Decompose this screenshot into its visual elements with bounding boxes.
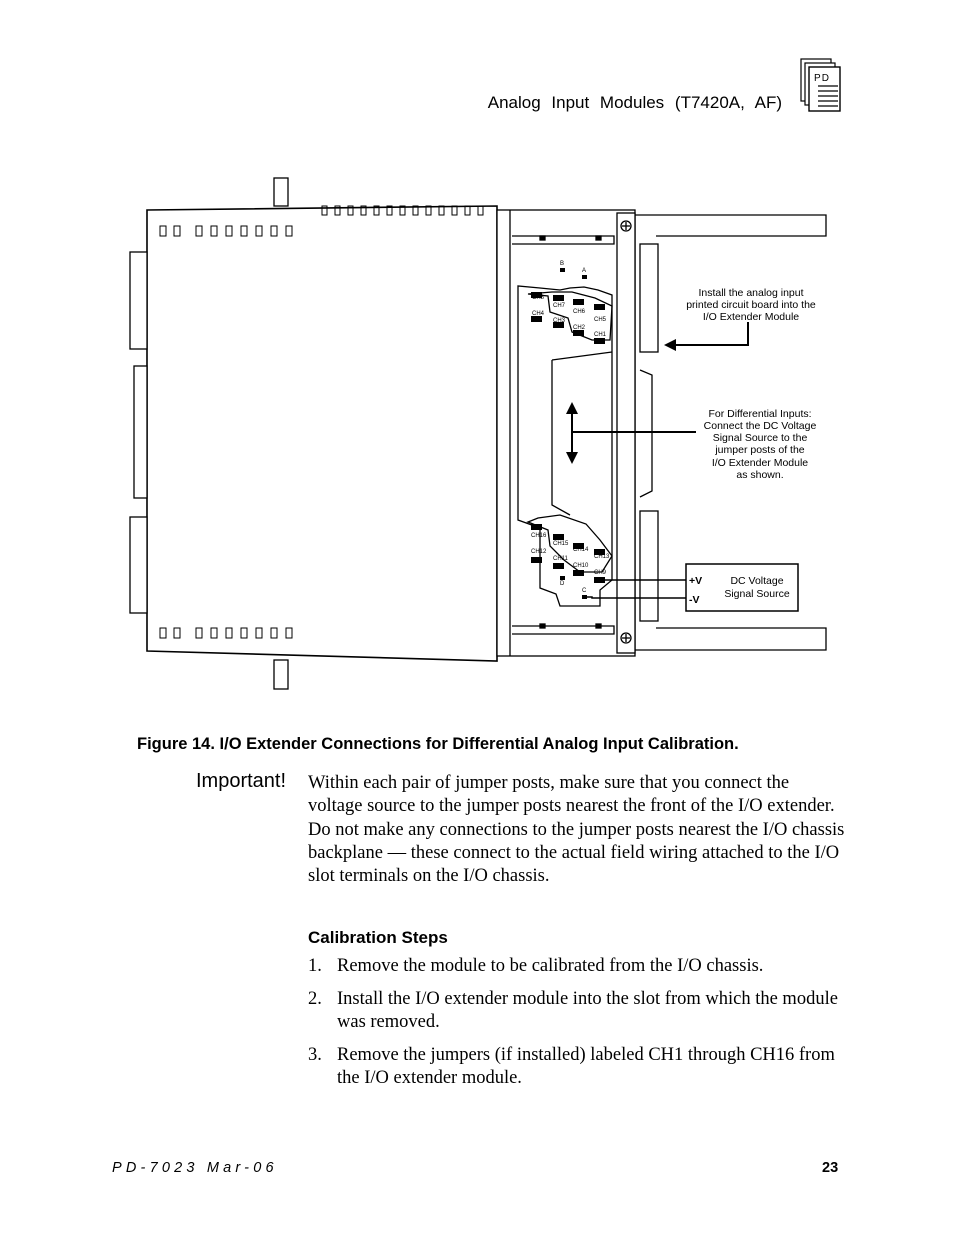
footer-page-number: 23 <box>822 1160 839 1176</box>
pd-logo-text: PD <box>814 73 830 84</box>
post-c-label: C <box>582 588 587 594</box>
install-callout <box>686 287 816 323</box>
ch8-label: CH8 <box>532 295 545 301</box>
source-label-line-1: DC Voltage <box>730 575 784 587</box>
step-text: Remove the module to be calibrated from the I/O chassis. <box>337 956 764 976</box>
calibration-step <box>308 955 838 978</box>
differential-callout-line-1: For Differential Inputs: <box>708 408 812 420</box>
ch9-label: CH9 <box>594 570 607 576</box>
differential-callout-line-5: I/O Extender Module <box>711 457 809 469</box>
source-minus-label: -V <box>689 594 700 606</box>
ch7-label: CH7 <box>553 303 566 309</box>
ch14-label: CH14 <box>573 547 589 553</box>
install-callout-line-3: I/O Extender Module <box>702 311 800 323</box>
step-number: 2. <box>308 989 322 1009</box>
post-a-label: A <box>582 268 587 274</box>
figure-caption: Figure 14. I/O Extender Connections for Differential Analog Input Calibration. <box>137 735 739 753</box>
ch4-label: CH4 <box>532 311 545 317</box>
ch15-label: CH15 <box>553 541 569 547</box>
calibration-step <box>308 1044 838 1091</box>
module-front-panel <box>130 178 497 689</box>
differential-callout-line-4: jumper posts of the <box>715 444 805 456</box>
step-number: 3. <box>308 1045 322 1065</box>
differential-callout-line-3: Signal Source to the <box>712 432 808 444</box>
calibration-step <box>308 988 838 1035</box>
footer-document-id: PD-7023 Mar-06 <box>112 1160 278 1176</box>
step-number: 1. <box>308 956 322 976</box>
important-label: Important! <box>196 770 287 792</box>
differential-callout-line-2: Connect the DC Voltage <box>703 420 817 432</box>
ch13-label: CH13 <box>594 554 610 560</box>
ch6-label: CH6 <box>573 309 586 315</box>
source-label-line-2: Signal Source <box>724 588 790 600</box>
install-callout-line-2: printed circuit board into the <box>686 299 816 311</box>
ch10-label: CH10 <box>573 563 589 569</box>
ch5-label: CH5 <box>594 317 607 323</box>
source-plus-label: +V <box>689 575 703 587</box>
ch2-label: CH2 <box>573 325 586 331</box>
install-callout-arrow <box>664 322 748 351</box>
step-text: Install the I/O extender module into the slot from which the module was removed. <box>337 989 838 1033</box>
install-callout-line-1: Install the analog input <box>698 287 804 299</box>
important-text: Within each pair of jumper posts, make sure that you connect the voltage source to the jumper posts nearest the front of the I/O extender. Do not make any connections to the jumper posts nearest the I/O chassis backplane — these connect to the actual field wiring attached to the I/O slot terminals on the I/O chassis. <box>308 773 845 887</box>
pd-document-icon <box>800 58 842 114</box>
differential-callout-line-6: as shown. <box>736 469 784 481</box>
ch11-label: CH11 <box>553 556 568 562</box>
step-text: Remove the jumpers (if installed) labeled CH1 through CH16 from the I/O extender module. <box>337 1045 835 1089</box>
calibration-steps-heading: Calibration Steps <box>308 928 448 947</box>
ch1-label: CH1 <box>594 332 607 338</box>
ch16-label: CH16 <box>531 533 547 539</box>
differential-callout <box>704 408 817 481</box>
post-d-label: D <box>560 581 565 587</box>
post-b-label: B <box>560 261 565 267</box>
io-extender-diagram <box>126 172 830 692</box>
page-header-title: Analog Input Modules (T7420A, AF) <box>487 93 782 112</box>
ch3-label: CH3 <box>553 318 566 324</box>
ch12-label: CH12 <box>531 549 547 555</box>
